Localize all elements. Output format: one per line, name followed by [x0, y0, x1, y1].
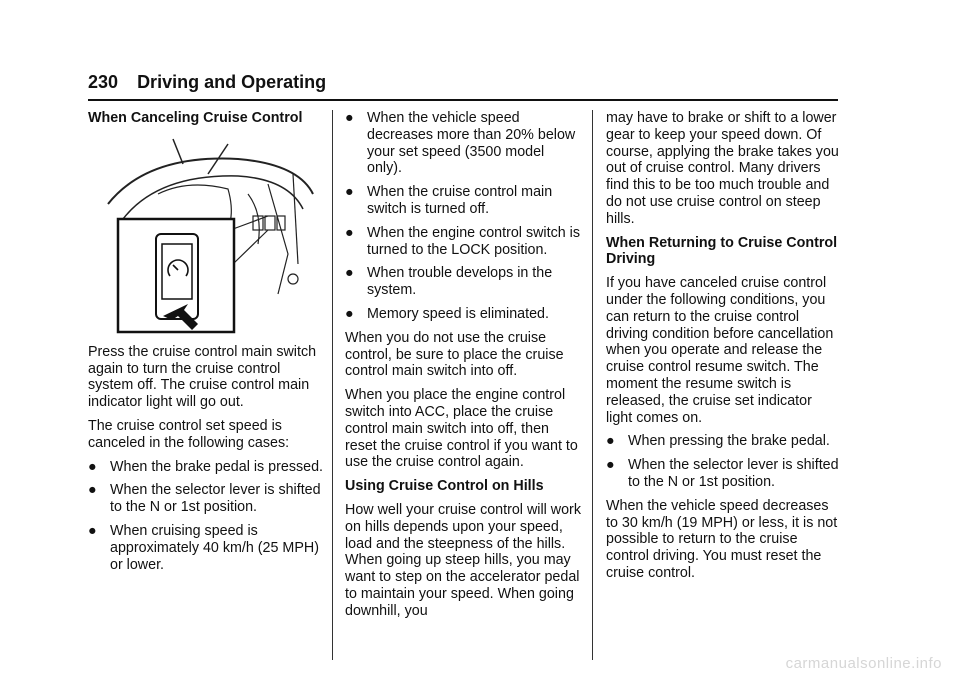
heading-canceling: When Canceling Cruise Control	[88, 110, 303, 126]
column-divider	[332, 110, 333, 660]
bullet-icon: ●	[88, 458, 97, 475]
page-number: 230	[88, 72, 119, 92]
bullet-icon: ●	[345, 110, 354, 126]
paragraph-hills: How well your cruise control will work on hills depends upon your speed, load and the steepness of the hills. When going up steep hills, you may want to step on the accelerator pedal to maintain your speed. When going downhill, you	[345, 501, 581, 619]
bullet-icon: ●	[606, 457, 615, 474]
list-item: ● When the selector lever is shifted to the N or 1st position.	[606, 457, 839, 490]
column-2	[345, 110, 583, 627]
list-item: ● When the cruise control main switch is turned off.	[345, 184, 553, 217]
paragraph-main-switch: Press the cruise control main switch again to turn the cruise control system off. The cruise control main indicator light will go out.	[88, 343, 317, 411]
list-item: ● When trouble develops in the system.	[345, 265, 553, 299]
bullet-icon: ●	[88, 482, 97, 499]
list-item: ● When the selector lever is shifted to the N or 1st position.	[88, 482, 321, 516]
page-header	[88, 72, 326, 93]
heading-returning: When Returning to Cruise Control Driving	[606, 234, 838, 268]
bullet-icon: ●	[606, 433, 615, 450]
paragraph-hills-continued: may have to brake or shift to a lower gear to keep your speed down. Of course, applying the brake takes you out of cruise control. Many drivers find this to be too much trouble and do not use cruise control on steep hills.	[606, 110, 839, 227]
list-item: ● When pressing the brake pedal.	[606, 433, 830, 450]
bullet-icon: ●	[88, 522, 97, 539]
bullet-icon: ●	[345, 265, 354, 282]
heading-hills: Using Cruise Control on Hills	[345, 478, 544, 495]
list-item: ● When cruising speed is approximately 40 km/h (25 MPH) or lower.	[88, 522, 319, 573]
paragraph-not-using: When you do not use the cruise control, be sure to place the cruise control main switch into off.	[345, 329, 564, 380]
column-1	[88, 110, 324, 580]
bullet-icon: ●	[345, 224, 354, 241]
paragraph-returning: If you have canceled cruise control under the following conditions, you can return to the cruise control driving condition before cancellation when you operate and release the cruise control resume switch. The moment the resume switch is released, the cruise set indicator light comes on.	[606, 275, 834, 426]
paragraph-canceled-cases: The cruise control set speed is canceled in the following cases:	[88, 417, 290, 451]
watermark: carmanualsonline.info	[785, 655, 942, 672]
section-title: Driving and Operating	[137, 72, 327, 92]
paragraph-acc: When you place the engine control switch into ACC, place the cruise control main switch into off, then reset the cruise control if you want to use the cruise control again.	[345, 387, 578, 471]
header-rule	[88, 99, 838, 101]
bullet-icon: ●	[345, 184, 354, 201]
list-item: ● Memory speed is eliminated.	[345, 305, 549, 322]
column-3	[606, 110, 842, 589]
paragraph-speed-decrease: When the vehicle speed decreases to 30 km/h (19 MPH) or less, it is not possible to return to the cruise control driving. You must reset the cruise control.	[606, 497, 838, 581]
cruise-control-switch-illustration	[88, 134, 318, 334]
list-item: ● When the engine control switch is turned to the LOCK position.	[345, 224, 580, 258]
list-item: ● When the vehicle speed decreases more than 20% below your set speed (3500 model only).	[345, 110, 576, 177]
list-item: ● When the brake pedal is pressed.	[88, 458, 323, 475]
column-divider	[592, 110, 593, 660]
bullet-icon: ●	[345, 305, 354, 322]
